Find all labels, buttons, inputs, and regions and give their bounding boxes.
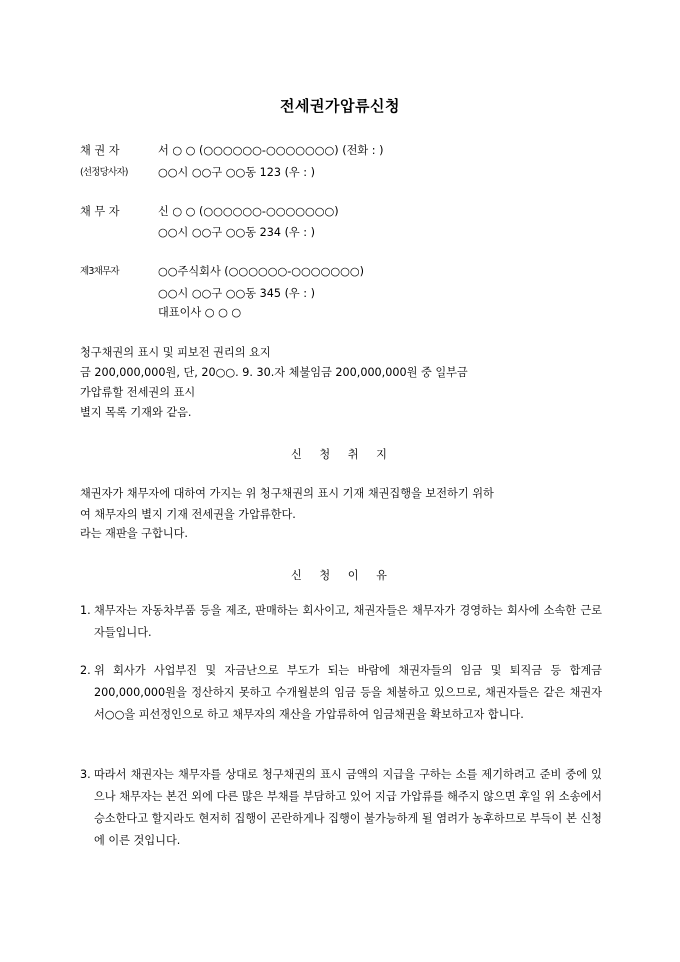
reason-item-3 bbox=[80, 764, 602, 852]
purpose-heading: 신 청 취 지 bbox=[291, 448, 389, 461]
reason-item-text: 위 회사가 사업부진 및 자금난으로 부도가 되는 바람에 채권자들의 임금 및 퇴직금 등 합계금 200,000,000원을 정산하지 못하고 수개월분의 임금 등을 체불하고 있으므로, 채권자들은 같은 채권자 서○○을 피선정인으로 하고 채무자의 재산을 가압류하여 임금채권을 확보하고자 합니다. bbox=[94, 664, 602, 721]
third-debtor-address-line: ○○시 ○○구 ○○동 345 (우 : ) bbox=[158, 287, 315, 300]
creditor-name-line: 서 ○ ○ (○○○○○○-○○○○○○○) (전화 : ) bbox=[158, 144, 384, 157]
reason-item-number: 1. bbox=[80, 604, 91, 617]
reason-item-1 bbox=[80, 600, 602, 644]
claim-amount: 금 200,000,000원, 단, 20○○. 9. 30.자 체불임금 200,000,000원 중 일부금 bbox=[80, 366, 468, 379]
debtor-label: 채 무 자 bbox=[80, 205, 120, 218]
claim-heading: 청구채권의 표시 및 피보전 권리의 요지 bbox=[80, 346, 271, 359]
debtor-name-line: 신 ○ ○ (○○○○○○-○○○○○○○) bbox=[158, 205, 339, 218]
reason-item-text: 채무자는 자동차부품 등을 제조, 판매하는 회사이고, 채권자들은 채무자가 경영하는 회사에 소속한 근로자들입니다. bbox=[94, 604, 602, 639]
creditor-sub-label: (선정당사자) bbox=[80, 167, 128, 178]
purpose-line-1: 채권자가 채무자에 대하여 가지는 위 청구채권의 표시 기재 채권집행을 보전하기 위하 bbox=[80, 487, 494, 500]
third-debtor-representative-line: 대표이사 ○ ○ ○ bbox=[158, 306, 242, 319]
creditor-address-line: ○○시 ○○구 ○○동 123 (우 : ) bbox=[158, 166, 315, 179]
creditor-label: 채 권 자 bbox=[80, 144, 120, 157]
purpose-line-3: 라는 재판을 구합니다. bbox=[80, 527, 188, 540]
reason-item-number: 2. bbox=[80, 664, 91, 677]
target-heading: 가압류할 전세권의 표시 bbox=[80, 386, 196, 399]
purpose-line-2: 여 채무자의 별지 기재 전세권을 가압류한다. bbox=[80, 508, 296, 521]
debtor-address-line: ○○시 ○○구 ○○동 234 (우 : ) bbox=[158, 226, 315, 239]
document-title: 전세권가압류신청 bbox=[280, 97, 400, 115]
third-debtor-label: 제3채무자 bbox=[80, 266, 119, 277]
reason-item-number: 3. bbox=[80, 768, 91, 781]
target-text: 별지 목록 기재와 같음. bbox=[80, 406, 192, 419]
reasons-heading: 신 청 이 유 bbox=[291, 569, 389, 582]
reason-item-2 bbox=[80, 660, 602, 726]
reason-item-text: 따라서 채권자는 채무자를 상대로 청구채권의 표시 금액의 지급을 구하는 소를 제기하려고 준비 중에 있으나 채무자는 본건 외에 다른 많은 부채를 부담하고 있어 지급 가압류를 해주지 않으면 후일 위 소송에서 승소한다고 할지라도 현저히 집행이 곤란하게나 집행이 불가능하게 될 염려가 농후하므로 부득이 본 신청에 이른 것입니다. bbox=[94, 768, 602, 847]
third-debtor-name-line: ○○주식회사 (○○○○○○-○○○○○○○) bbox=[158, 265, 364, 278]
